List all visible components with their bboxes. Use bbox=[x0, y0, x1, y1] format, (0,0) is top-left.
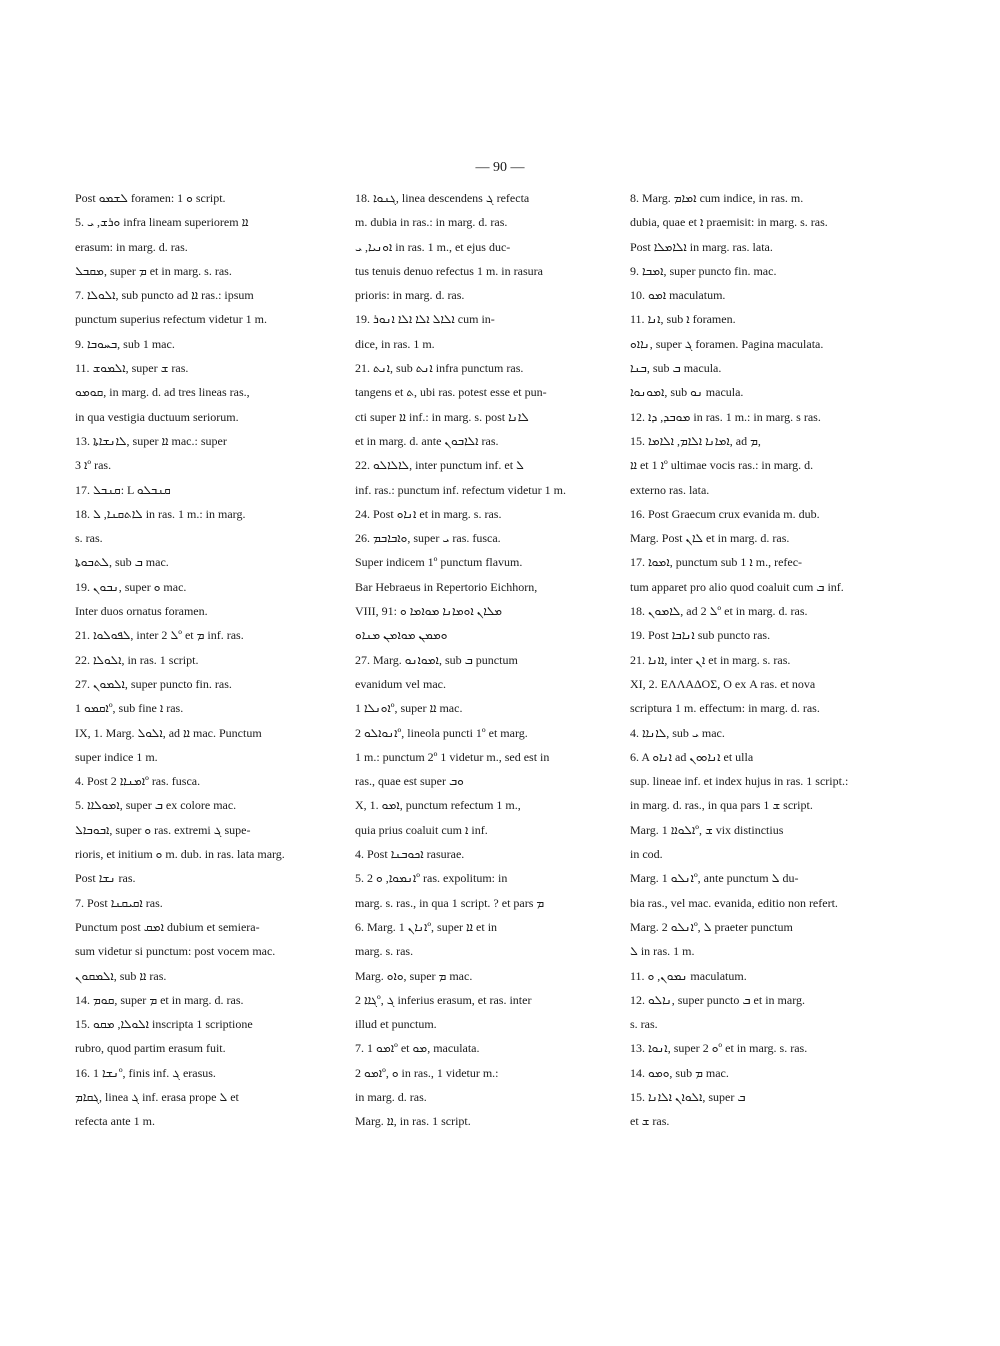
text-line: dice, in ras. 1 m. bbox=[355, 336, 435, 351]
text-line: Bar Hebraeus in Repertorio Eichhorn, bbox=[355, 579, 538, 594]
text-line: 16. ܢܫܐ 1º, finis inf. ܓ erasus. bbox=[75, 1065, 216, 1080]
text-line: 9. ܐܡܒܐ, super puncto fin. mac. bbox=[630, 263, 777, 278]
text-line: 8. Marg. ܐܡܐܡ cum indice, in ras. m. bbox=[630, 191, 804, 205]
text-line: 22. ܐܠܘܠܐ, in ras. 1 script. bbox=[75, 652, 199, 667]
text-line: 6. A ܐܢܐܘ ad ܐܢܐܘܘܢ et ulla bbox=[630, 749, 754, 764]
text-line: ܐܘܢܝܐ, ܝ in ras. 1 m., et ejus duc- bbox=[355, 239, 511, 254]
text-line: VIII, 91: ܡܠܐܢ ܐܘܡܐܢܐ ܡܘܐܡܐ ܘ bbox=[355, 604, 502, 619]
text-line: evanidum vel mac. bbox=[355, 676, 446, 691]
text-line: Marg. ܐܠܘܐܐ 1º, ܫ vix distinctius bbox=[630, 822, 784, 837]
text-line: 18. ܠܐܡܘܢ, ad ܠ 2º et in marg. d. ras. bbox=[630, 604, 808, 619]
text-line: 15. ܐܠܘܐܢ ܐܠܐܢܐ, super ܒ bbox=[630, 1089, 746, 1104]
text-line: tus tenuis denuo refectus 1 m. in rasura bbox=[355, 263, 543, 278]
text-line: 19. Post ܐܢܐܒܐ sub puncto ras. bbox=[630, 628, 771, 643]
text-line: punctum superius refectum videtur 1 m. bbox=[75, 312, 267, 327]
text-line: s. ras. bbox=[75, 531, 103, 546]
text-line: 22. ܠܐܠܐܠܘ, inter punctum inf. et ܠ bbox=[355, 458, 524, 473]
text-column-1 bbox=[75, 186, 327, 1134]
text-line: refecta ante 1 m. bbox=[75, 1114, 155, 1129]
text-line: marg. s. ras. bbox=[355, 944, 414, 959]
text-line: m. dubia in ras.: in marg. d. ras. bbox=[355, 215, 508, 230]
text-line: 27. Marg. ܐܡܘܐܢܘ, sub ܒ punctum bbox=[355, 652, 518, 667]
text-line: ܓܩܐܡ, linea ܓ inf. erasa prope ܠ et bbox=[75, 1089, 239, 1104]
text-line: 17. ܩܢܒܠ: L ܩܢܒܠܘ bbox=[75, 482, 171, 497]
text-line: ܐܢܘܐܠܘ 2º, lineola puncti 1º et marg. bbox=[355, 725, 528, 740]
text-line: 9. ܒܚܘܒܐ, sub 1 mac. bbox=[75, 336, 175, 351]
text-line: ܐܒܘܒܐܠ, super ܘ ras. extremi ܓ supe- bbox=[75, 822, 251, 837]
text-line: cti super ܐܐ inf.: in marg. s. post ܠܐܢܐ bbox=[355, 409, 529, 424]
text-line: 5. ܐܢܡܘܐ, ܘ 2º ras. expolitum: in bbox=[355, 871, 508, 886]
text-line: Post ܐܠܐܡܠܐ in marg. ras. lata. bbox=[630, 239, 773, 254]
text-line: ܩܘܡܘ, in marg. d. ad tres lineas ras., bbox=[75, 385, 250, 400]
text-line: ܡܩܒܠ, super ܡ et in marg. s. ras. bbox=[75, 263, 232, 278]
text-line: tum apparet pro alio quod coaluit cum ܒ inf. bbox=[630, 579, 844, 594]
text-line: et in marg. d. ante ܐܠܐܒܘܢ ras. bbox=[355, 433, 499, 448]
text-line: 19. ܐܠܐܠ ܐܠܐ ܐܠܐ ܐܢܘܪ cum in- bbox=[355, 312, 495, 327]
text-line: 21. ܐܢܬ, sub ܐܢܬ infra punctum ras. bbox=[355, 361, 524, 376]
text-line: 4. Post ܐܡܢܐܐ 2º ras. fusca. bbox=[75, 774, 201, 789]
text-line: 16. Post Graecum crux evanida m. dub. bbox=[630, 506, 820, 521]
text-line: ܐܘܢܠܐ 1º, super ܐܐ mac. bbox=[355, 701, 463, 716]
text-line: ܐܐ et ܐ 1º ultimae vocis ras.: in marg. d. bbox=[630, 458, 814, 473]
text-line: prioris: in marg. d. ras. bbox=[355, 288, 465, 303]
text-line: 19. ܢܒܘܢ, super ܘ mac. bbox=[75, 579, 187, 594]
text-line: 6. Marg. ܐܢܐܢ 1º, super ܐܐ et in bbox=[355, 919, 498, 934]
text-line: ܘܡܡܢ ܡܘܐܡܢ ܡܢܐܘ bbox=[355, 628, 448, 643]
text-line: Post ܢܫܐ ras. bbox=[75, 871, 136, 886]
text-line: 4. ܠܐܢܐܐ, sub ܝ mac. bbox=[630, 725, 725, 740]
text-line: 26. ܘܐܒܐܒܡ, super ܝ ras. fusca. bbox=[355, 531, 501, 546]
text-line: rubro, quod partim erasum fuit. bbox=[75, 1041, 226, 1056]
text-line: Punctum post ܐܡܩ dubium et semiera- bbox=[75, 919, 260, 934]
text-line: Marg. ܐܢܠܘ 1º, ante punctum ܠ du- bbox=[630, 871, 799, 886]
text-line: ܐܠܡܩܘܢ, sub ܐܐ ras. bbox=[75, 968, 167, 983]
text-line: 11. ܐܢܐ, sub ܐ foramen. bbox=[630, 312, 736, 327]
text-line: ܒܢܐ, sub ܒ macula. bbox=[630, 361, 722, 376]
text-line: 15. ܐܠܘܠܐ, ܡܩܘ inscripta 1 scriptione bbox=[75, 1017, 253, 1032]
page-number: — 90 — bbox=[475, 160, 525, 175]
text-line: ܐܡܘܢܘܐ, sub ܢܘ macula. bbox=[630, 385, 744, 400]
text-line: in qua vestigia ductuum seriorum. bbox=[75, 409, 239, 424]
text-line: externo ras. lata. bbox=[630, 482, 710, 497]
text-line: ras., quae est super ܘܒ bbox=[355, 774, 464, 789]
text-line: 17. ܐܡܘܐ, punctum sub ܐ 1 m., refec- bbox=[630, 555, 803, 570]
text-line: 4. Post ܐܟܘܒܢܐ rasurae. bbox=[355, 847, 465, 862]
text-line: 18. ܓܢܘܐ, linea descendens ܓ refecta bbox=[355, 191, 530, 205]
text-line: XI, 2. ΕΛΛΑΔΟΣ, Ο ex Α ras. et nova bbox=[630, 676, 816, 691]
text-line: scriptura 1 m. effectum: in marg. d. ras. bbox=[630, 701, 820, 716]
text-line: 27. ܐܠܡܘܢ, super puncto fin. ras. bbox=[75, 676, 232, 691]
text-line: 15. ܐܡܐܢܐ ܐܠܐܡ, ܐܠܐܡܐ, ad ܡ, bbox=[630, 433, 761, 448]
text-line: ܐ 3º ras. bbox=[75, 458, 112, 473]
text-line: Marg. ܐܢܠܘ 2º, ܠ praeter punctum bbox=[630, 919, 793, 934]
text-line: Marg. Post ܠܐܢ et in marg. d. ras. bbox=[630, 531, 790, 546]
text-line: Marg. ܘܐܘ, super ܡ mac. bbox=[355, 968, 473, 983]
text-line: 5. ܐܡܘܠܐܐ, super ܒ ex colore mac. bbox=[75, 798, 237, 813]
text-line: Marg. ܐܐ, in ras. 1 script. bbox=[355, 1114, 471, 1129]
text-line: 24. Post ܐܢܐܘ et in marg. s. ras. bbox=[355, 506, 502, 521]
text-line: ܢܐܐܘ, super ܓ foramen. Pagina maculata. bbox=[630, 336, 824, 351]
text-line: 7. Post ܐܩܝܩܢܐ ras. bbox=[75, 895, 163, 910]
text-line: et ܫ ras. bbox=[630, 1114, 670, 1129]
text-line: ܐܡܘ 2º, ܘ in ras., 1 videtur m.: bbox=[355, 1065, 499, 1080]
text-line: IX, 1. Marg. ܐܠܘܠ, ad ܐܐ mac. Punctum bbox=[75, 725, 262, 740]
text-line: s. ras. bbox=[630, 1017, 658, 1032]
text-line: quia prius coaluit cum ܐ inf. bbox=[355, 822, 488, 837]
text-line: marg. s. ras., in qua 1 script. ? et pars ܡ bbox=[355, 895, 545, 910]
text-column-2 bbox=[355, 186, 603, 1134]
text-line: Super indicem 1º punctum flavum. bbox=[355, 555, 523, 570]
text-line: ܓܐܐ 2º, ܓ inferius erasum, et ras. inter bbox=[355, 992, 532, 1007]
text-line: 13. ܐܢܘܐ, super ܘ 2º et in marg. s. ras. bbox=[630, 1041, 808, 1056]
text-line: 13. ܠܐܢܫܐܬܐ, super ܐܐ mac.: super bbox=[75, 433, 227, 448]
text-line: 21. ܠܦܘܠܘܐ, inter ܠ 2º et ܡ inf. ras. bbox=[75, 628, 244, 643]
text-line: bia ras., vel mac. evanida, editio non refert. bbox=[630, 895, 838, 910]
text-line: 18. ܠܐܬܩܢܐ, ܠ in ras. 1 m.: in marg. bbox=[75, 506, 246, 521]
text-line: ܠܬܒܘܬܐ, sub ܒ mac. bbox=[75, 555, 169, 570]
text-line: 12. ܢܐܠܘ, super puncto ܒ et in marg. bbox=[630, 992, 805, 1007]
text-line: tangens et ܬ, ubi ras. potest esse et pun- bbox=[355, 385, 547, 400]
text-line: 14. ܘܡܘ, sub ܡ mac. bbox=[630, 1065, 729, 1080]
text-column-3 bbox=[630, 186, 880, 1134]
text-line: sum videtur si punctum: post vocem mac. bbox=[75, 944, 276, 959]
text-line: rioris, et initium ܘ m. dub. in ras. lata marg. bbox=[75, 847, 285, 862]
text-line: 14. ܩܘܡ, super ܡ et in marg. d. ras. bbox=[75, 992, 244, 1007]
text-line: 11. ܐܠܡܘܫ, super ܫ ras. bbox=[75, 361, 189, 376]
text-line: ܠ in ras. 1 m. bbox=[630, 944, 695, 959]
text-line: Post ܠܫܡܘ foramen: ܘ 1 script. bbox=[75, 191, 226, 205]
text-line: 21. ܐܐܢܐ, inter ܐܢ et in marg. s. ras. bbox=[630, 652, 791, 667]
text-line: X, 1. ܐܡܘ, punctum refectum 1 m., bbox=[355, 798, 521, 813]
text-line: Inter duos ornatus foramen. bbox=[75, 604, 208, 619]
text-line: 1 m.: punctum 2º 1 videtur m., sed est in bbox=[355, 749, 550, 764]
text-line: illud et punctum. bbox=[355, 1017, 437, 1032]
text-line: in cod. bbox=[630, 847, 663, 862]
text-line: ܐܩܡܘ 1º, sub fine ܐ ras. bbox=[75, 701, 184, 716]
text-line: inf. ras.: punctum inf. refectum videtur 1 m. bbox=[355, 482, 566, 497]
text-line: 10. ܐܡܘ maculatum. bbox=[630, 288, 726, 303]
text-line: 7. ܐܡܘ 1º et ܡܘ, maculata. bbox=[355, 1041, 480, 1056]
text-line: in marg. d. ras., in qua pars ܫ 1 script. bbox=[630, 798, 813, 813]
text-line: erasum: in marg. d. ras. bbox=[75, 239, 188, 254]
text-line: dubia, quae et ܐ praemisit: in marg. s. ras. bbox=[630, 215, 828, 230]
text-line: 5. ܘܪܫ, ܝ infra lineam superiorem ܐܐ bbox=[75, 215, 249, 230]
text-line: sup. lineae inf. et index hujus in ras. 1 script.: bbox=[630, 774, 849, 789]
text-line: 12. ܡܘܒܕ, ܕܐ in ras. 1 m.: in marg. s ras. bbox=[630, 409, 821, 424]
text-line: in marg. d. ras. bbox=[355, 1089, 427, 1104]
text-line: super indice 1 m. bbox=[75, 749, 158, 764]
text-line: 11. ܢܡܘܢ, ܘ maculatum. bbox=[630, 968, 747, 983]
text-line: 7. ܐܠܘܠܐ, sub puncto ad ܐܐ ras.: ipsum bbox=[75, 288, 254, 303]
